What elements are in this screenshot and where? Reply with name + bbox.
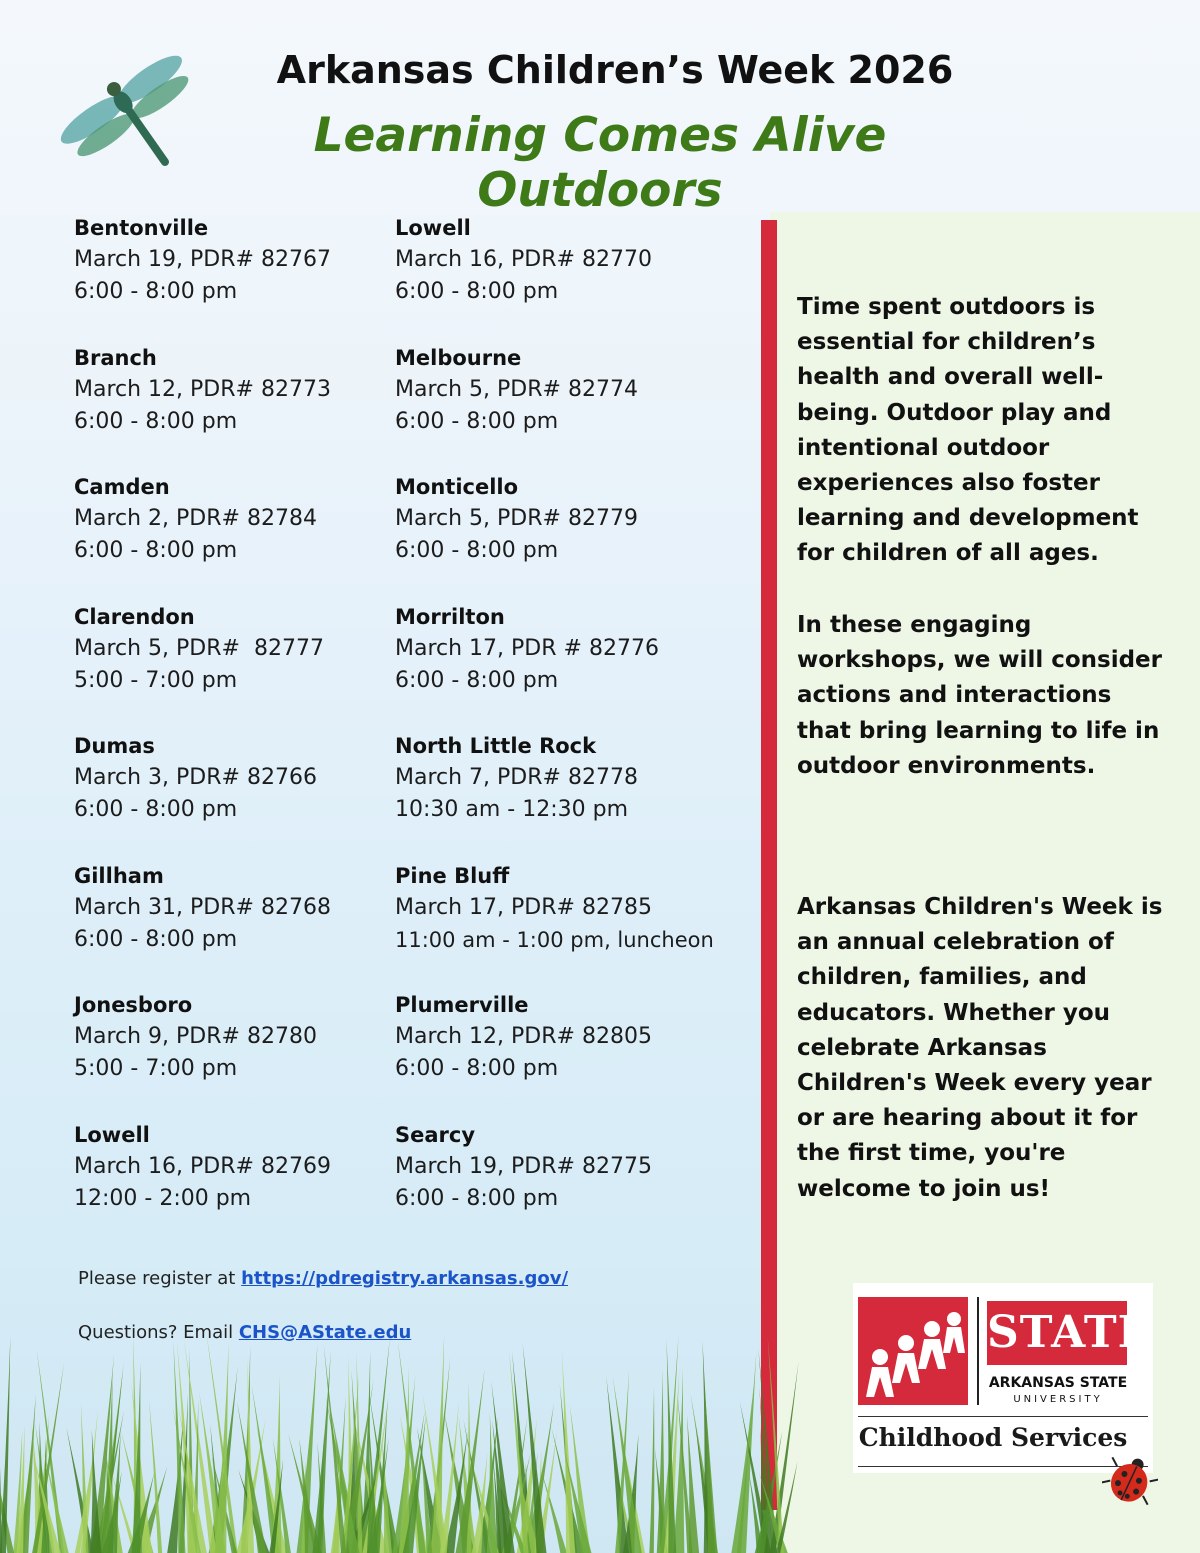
location-time: 6:00 - 8:00 pm xyxy=(395,408,559,434)
location-entry xyxy=(74,471,394,601)
location-date: March 17, PDR# 82785 xyxy=(395,894,652,920)
register-line xyxy=(78,1268,568,1289)
astate-logo xyxy=(853,1283,1153,1473)
location-entry xyxy=(395,601,755,731)
state-wordmark: STATE xyxy=(987,1301,1127,1365)
location-date: March 7, PDR# 82778 xyxy=(395,765,638,790)
ladybug-icon xyxy=(1102,1455,1158,1507)
location-date: March 12, PDR# 82773 xyxy=(74,376,331,402)
location-name: Lowell xyxy=(74,1122,150,1147)
location-name: Dumas xyxy=(74,734,155,758)
location-date: March 2, PDR# 82784 xyxy=(74,506,317,531)
location-name: North Little Rock xyxy=(395,734,597,758)
location-entry xyxy=(395,1119,755,1249)
location-entry xyxy=(74,601,394,731)
red-divider-bar xyxy=(761,220,777,1510)
location-name: Pine Bluff xyxy=(395,863,510,888)
location-date: March 3, PDR# 82766 xyxy=(74,765,317,790)
location-time: 6:00 - 8:00 pm xyxy=(74,797,238,822)
location-date: March 16, PDR# 82770 xyxy=(395,247,652,272)
logo-rule-top xyxy=(858,1416,1148,1417)
location-name: Plumerville xyxy=(395,993,529,1017)
location-date: March 5, PDR# 82777 xyxy=(74,635,324,661)
location-name: Bentonville xyxy=(74,216,209,240)
university-name: ARKANSAS STATE xyxy=(988,1375,1128,1391)
register-prefix: Please register at xyxy=(78,1268,242,1289)
page-subtitle: Learning Comes Alive Outdoors xyxy=(313,108,887,218)
location-entry xyxy=(395,471,755,601)
grass-blade xyxy=(731,1386,753,1553)
location-time: 6:00 - 8:00 pm xyxy=(395,538,559,563)
location-name: Morrilton xyxy=(395,604,505,629)
questions-line xyxy=(78,1322,411,1343)
location-name: Gillham xyxy=(74,863,164,888)
location-time: 5:00 - 7:00 pm xyxy=(74,667,238,693)
location-time: 5:00 - 7:00 pm xyxy=(74,1056,238,1081)
university-label: UNIVERSITY xyxy=(1013,1394,1103,1405)
registry-link[interactable]: https://pdregistry.arkansas.gov/ xyxy=(241,1268,569,1289)
questions-prefix: Questions? Email xyxy=(78,1322,239,1343)
grass-blade xyxy=(0,1336,10,1553)
location-date: March 31, PDR# 82768 xyxy=(74,894,331,920)
location-name: Lowell xyxy=(395,216,471,240)
location-name: Branch xyxy=(74,345,157,370)
location-date: March 5, PDR# 82779 xyxy=(395,506,638,531)
location-date: March 5, PDR# 82774 xyxy=(395,376,638,402)
location-entry xyxy=(74,342,394,472)
location-time: 6:00 - 8:00 pm xyxy=(395,1056,559,1081)
page-title: Arkansas Children’s Week 2026 xyxy=(276,48,954,92)
location-entry xyxy=(395,212,755,342)
intro-paragraph: Time spent outdoors is essential for children’s health and overall well-being. Outdoor play and intentional outdoor experiences also foster learning and development for children of all ages. xyxy=(797,294,1139,567)
location-time: 6:00 - 8:00 pm xyxy=(74,926,238,952)
location-time: 6:00 - 8:00 pm xyxy=(74,538,238,563)
location-entry xyxy=(395,860,755,990)
location-time: 6:00 - 8:00 pm xyxy=(395,1185,559,1211)
locations-column-right xyxy=(395,212,755,1248)
location-entry xyxy=(74,730,394,860)
location-name: Clarendon xyxy=(74,604,195,629)
location-entry xyxy=(395,342,755,472)
celebration-paragraph: Arkansas Children's Week is an annual celebration of children, families, and educators. Whether you celebrate Arkansas Children's Week every year or are hearing about it for the first time, you're welcome to join us! xyxy=(797,894,1163,1202)
location-date: March 19, PDR# 82775 xyxy=(395,1153,652,1179)
location-entry xyxy=(74,1119,394,1249)
location-date: March 16, PDR# 82769 xyxy=(74,1153,331,1179)
location-entry xyxy=(74,989,394,1119)
location-date: March 17, PDR # 82776 xyxy=(395,635,659,661)
location-name: Monticello xyxy=(395,475,519,499)
location-name: Camden xyxy=(74,475,170,499)
family-figures-icon xyxy=(858,1297,968,1405)
logo-divider xyxy=(977,1297,979,1405)
location-entry xyxy=(395,730,755,860)
grass-illustration xyxy=(0,1330,800,1553)
location-time: 6:00 - 8:00 pm xyxy=(74,279,238,304)
location-date: March 12, PDR# 82805 xyxy=(395,1024,652,1049)
location-name: Searcy xyxy=(395,1122,476,1147)
location-time: 6:00 - 8:00 pm xyxy=(395,279,559,304)
location-date: March 9, PDR# 82780 xyxy=(74,1024,317,1049)
location-entry xyxy=(74,212,394,342)
location-time: 12:00 - 2:00 pm xyxy=(74,1185,252,1211)
location-name: Jonesboro xyxy=(74,993,193,1017)
location-time: 6:00 - 8:00 pm xyxy=(74,408,238,434)
location-entry xyxy=(74,860,394,990)
department-name: Childhood Services xyxy=(858,1423,1128,1452)
location-name: Melbourne xyxy=(395,345,522,370)
location-time: 10:30 am - 12:30 pm xyxy=(395,797,629,822)
location-time: 11:00 am - 1:00 pm, luncheon xyxy=(395,927,714,952)
workshop-paragraph: In these engaging workshops, we will consider actions and interactions that bring learning to life in outdoor environments. xyxy=(797,612,1163,779)
grass-blade xyxy=(649,1387,654,1553)
email-link[interactable]: CHS@AState.edu xyxy=(238,1322,412,1343)
locations-column-left xyxy=(74,212,394,1248)
location-entry xyxy=(395,989,755,1119)
location-time: 6:00 - 8:00 pm xyxy=(395,667,559,693)
location-date: March 19, PDR# 82767 xyxy=(74,247,331,272)
